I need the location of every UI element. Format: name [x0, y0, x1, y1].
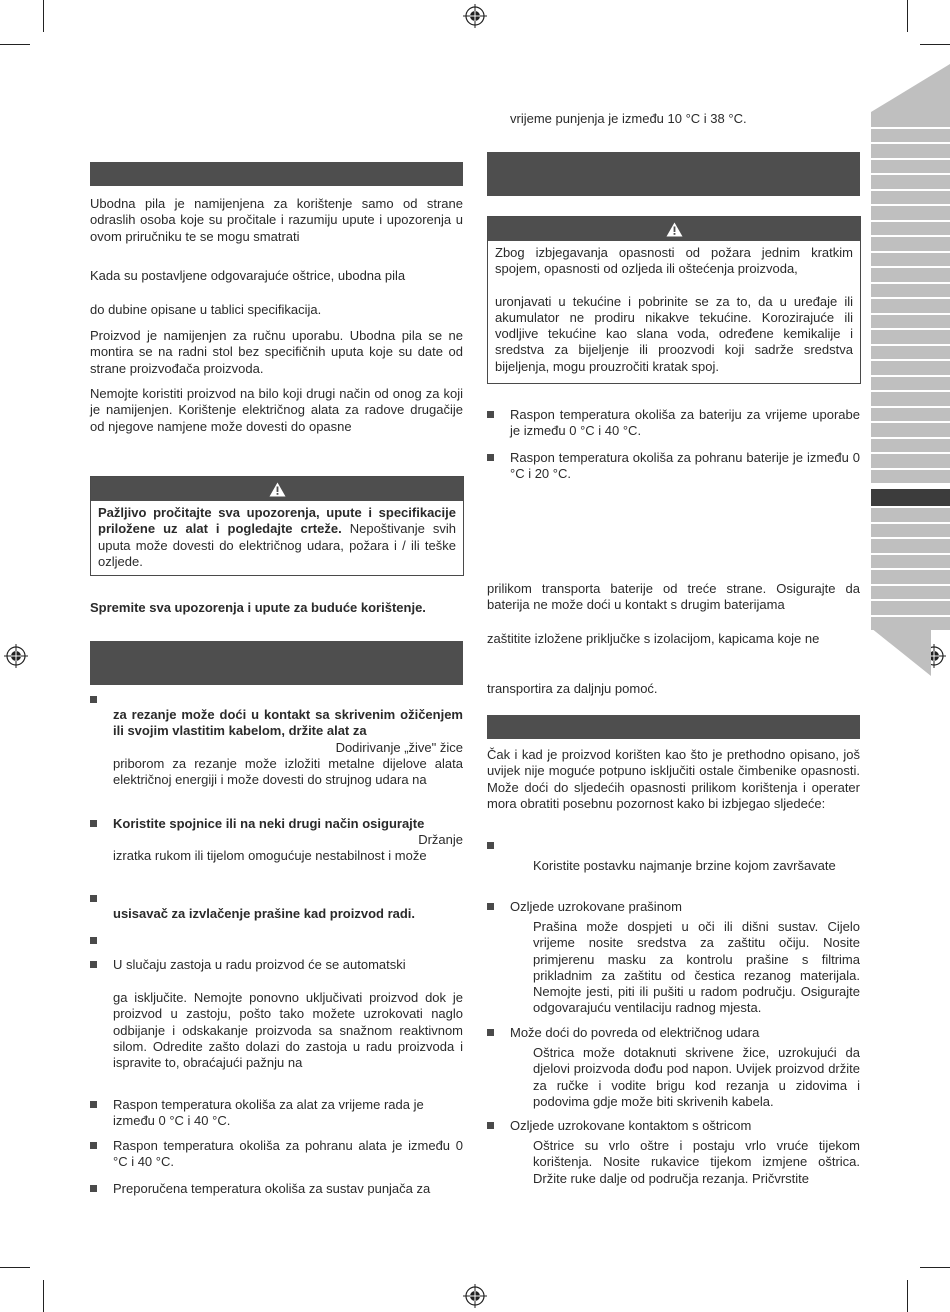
language-tab[interactable]: [871, 299, 950, 315]
warning-text: Nepoštivanje svih uputa može dovesti do električnog udara, požara i / ili teške ozljede.: [98, 521, 456, 569]
misuse-paragraph: Nemojte koristiti proizvod na bilo koji drugi način od onog za koji je namijenjen. Korištenje električnog alata za radove drugačije od njegove namjene može dovesti do opasne: [90, 386, 463, 434]
bullet-icon: [90, 696, 97, 703]
battery-warning-text-1: Zbog izbjegavanja opasnosti od požara jednim kratkim spojem, opasnosti od ozljeda ili oštećenja proizvoda,: [495, 245, 853, 277]
language-tab[interactable]: [871, 346, 950, 362]
language-tab[interactable]: [871, 524, 950, 540]
crop-mark: [43, 0, 44, 32]
bullet-icon: [487, 1029, 494, 1036]
transport-paragraph-2: zaštitite izložene priključke s izolacijom, kapicama koje ne: [487, 631, 820, 646]
battery-warning-box: [487, 216, 861, 384]
depth-paragraph: do dubine opisane u tablici specifikacija.: [90, 302, 322, 317]
language-tab[interactable]: [871, 586, 950, 602]
bullet-icon: [90, 820, 97, 827]
tab-strip-bottom-triangle: [871, 628, 931, 676]
warning-box-body: [91, 501, 463, 574]
temperature-bullet-3: Preporučena temperatura okoliša za sustav punjača za: [113, 1181, 431, 1196]
language-tab[interactable]: [871, 268, 950, 284]
bullet-icon: [487, 842, 494, 849]
safety-bullet-5-first: U slučaju zastoja u radu proizvod će se automatski: [113, 957, 406, 972]
safety-bullet-2-bold: Koristite spojnice ili na neki drugi način osigurajte: [113, 816, 425, 831]
risk-3-text: Oštrica može dotaknuti skrivene žice, uzrokujući da djelovi proizvoda dođu pod napon. Uvijek proizvod držite za ručke i vodite brigu kod rezanja u zidovima i podovima gdje može biti skrivenih kabela.: [533, 1045, 860, 1109]
language-tab[interactable]: [871, 392, 950, 408]
charging-temp-line: vrijeme punjenja je između 10 °C i 38 °C.: [510, 111, 747, 126]
registration-mark-icon: [4, 644, 28, 668]
language-tab[interactable]: [871, 601, 950, 617]
risk-3-title: Može doći do povreda od električnog udara: [510, 1025, 760, 1040]
language-tab[interactable]: [871, 315, 950, 331]
crop-mark: [0, 1267, 30, 1268]
language-tab[interactable]: [871, 539, 950, 555]
risk-2-text: Prašina može dospjeti u oči ili dišni sustav. Cijelo vrijeme nosite sredstva za zaštitu očiju. Nosite primjerenu masku za kontrolu prašine s filtrima prikladnim za zaštitu od čestica rezanog materijala. Nemojte jesti, piti ili pušiti u radom području. Osigurajte odgovarajuću ventilaciju radnog mjesta.: [533, 919, 860, 1016]
warning-triangle-icon: [269, 482, 286, 497]
language-tab[interactable]: [871, 284, 950, 300]
battery-temp-bullet-2: Raspon temperatura okoliša za pohranu baterije je između 0 °C i 20 °C.: [510, 450, 860, 482]
battery-warning-body: [488, 241, 860, 379]
registration-mark-icon: [463, 4, 487, 28]
language-tab[interactable]: [871, 361, 950, 377]
bullet-icon: [90, 1101, 97, 1108]
bullet-icon: [487, 411, 494, 418]
residual-risks-intro: Čak i kad je proizvod korišten kao što je prethodno opisano, još uvijek nije moguće potpuno isključiti ostale čimbenike opasnosti. Može doći do sljedećih opasnosti prilikom korištenja i operater mora obratiti posebnu pozornost kako bi izbjegao sljedeće:: [487, 747, 860, 811]
tab-strip-top-triangle: [871, 64, 950, 113]
language-tab[interactable]: [871, 237, 950, 253]
intended-use-paragraph: Ubodna pila je namijenjena za korištenje samo od strane odraslih osoba koje su pročitale i razumiju upute i upozorenja u ovom priručniku te se mogu smatrati: [90, 196, 463, 244]
safety-bullet-5-text: ga isključite. Nemojte ponovno uključivati proizvod dok je proizvod u zastoju, pošto tako možete uzrokovati naglo odbijanje i odskakanje proizvoda sa snažnom reaktivnom silom. Odredite zašto dolazi do zastoja u radu proizvoda i ispravite to, obraćajući pažnju na: [113, 990, 463, 1071]
bullet-icon: [90, 1185, 97, 1192]
bullet-icon: [487, 454, 494, 461]
battery-temp-bullet-1: Raspon temperatura okoliša za bateriju za vrijeme uporabe je između 0 °C i 40 °C.: [510, 407, 860, 439]
language-tab[interactable]: [871, 160, 950, 176]
transport-paragraph-3: transportira za daljnju pomoć.: [487, 681, 658, 696]
language-tab[interactable]: [871, 330, 950, 346]
section-header-bar: [90, 162, 463, 186]
warning-box-header: [91, 477, 463, 501]
language-tab[interactable]: [871, 555, 950, 571]
language-tab-active[interactable]: [871, 489, 950, 508]
language-tab[interactable]: [871, 377, 950, 393]
bullet-icon: [90, 937, 97, 944]
bullet-icon: [90, 961, 97, 968]
crop-mark: [920, 1267, 950, 1268]
crop-mark: [43, 1280, 44, 1312]
crop-mark: [0, 44, 30, 45]
crop-mark: [920, 44, 950, 45]
section-header-bar: [487, 152, 860, 196]
language-tab[interactable]: [871, 454, 950, 470]
crop-mark: [907, 0, 908, 32]
bullet-icon: [487, 1122, 494, 1129]
safety-bullet-1-right: Dodirivanje „živе" žice: [335, 740, 463, 755]
battery-warning-header: [488, 217, 860, 241]
safety-bullet-2-text: izratka rukom ili tijelom omogućuje nestabilnost i može: [113, 848, 427, 863]
language-tab[interactable]: [871, 191, 950, 207]
language-tab[interactable]: [871, 144, 950, 160]
language-tab[interactable]: [871, 508, 950, 524]
transport-paragraph-1: prilikom transporta baterije od treće strane. Osigurajte da baterija ne može doći u kontakt s drugim baterijama: [487, 581, 860, 613]
bullet-icon: [90, 1142, 97, 1149]
safety-bullet-1-bold: za rezanje može doći u kontakt sa skrivenim ožičenjem ili svojim vlastitim kabelom, držite alat za: [113, 707, 463, 739]
risk-2-title: Ozljede uzrokovane prašinom: [510, 899, 682, 914]
bullet-icon: [90, 895, 97, 902]
risk-4-text: Oštrice su vrlo oštre i postaju vrlo vruće tijekom korištenja. Nosite rukavice tijekom izmjene oštrica. Držite ruke dalje od područja rezanja. Pričvrstite: [533, 1138, 860, 1186]
language-tab[interactable]: [871, 206, 950, 222]
warning-box: [90, 476, 464, 576]
safety-bullet-2-right: Držanje: [418, 832, 463, 847]
language-tab[interactable]: [871, 423, 950, 439]
language-tab[interactable]: [871, 570, 950, 586]
language-tab[interactable]: [871, 113, 950, 129]
language-tab[interactable]: [871, 222, 950, 238]
manual-use-paragraph: Proizvod je namijenjen za ručnu uporabu. Ubodna pila se ne montira se na radni stol bez specifičnih uputa koje su date od strane proizvođača proizvoda.: [90, 328, 463, 376]
blades-paragraph: Kada su postavljene odgovarajuće oštrice, ubodna pila: [90, 268, 406, 283]
language-tab[interactable]: [871, 470, 950, 486]
battery-warning-text-2: uronjavati u tekućine i pobrinite se za to, da u uređaje ili akumulator ne prodiru nikakve tekućine. Korozirajuće ili vodljive tekućine kao slana voda, određene kemikalije i sredstva za bijeljenje ili proozvodi koji sadrže sredstva bijeljenja, mogu prouzročiti kratak spoj.: [495, 293, 853, 374]
temperature-bullet-1: Raspon temperatura okoliša za alat za vrijeme rada je između 0 °C i 40 °C.: [113, 1097, 424, 1129]
warning-triangle-icon: [666, 222, 683, 237]
crop-mark: [907, 1280, 908, 1312]
language-tab[interactable]: [871, 439, 950, 455]
language-tab[interactable]: [871, 408, 950, 424]
safety-bullet-3-bold: usisavač za izvlačenje prašine kad proizvod radi.: [113, 906, 416, 921]
language-tab[interactable]: [871, 175, 950, 191]
bullet-icon: [487, 903, 494, 910]
risk-1-text: Koristite postavku najmanje brzine kojom završavate: [533, 858, 836, 873]
language-tab[interactable]: [871, 253, 950, 269]
registration-mark-icon: [463, 1284, 487, 1308]
temperature-bullet-2: Raspon temperatura okoliša za pohranu alata je između 0 °C i 40 °C.: [113, 1138, 463, 1170]
risk-4-title: Ozljede uzrokovane kontaktom s oštricom: [510, 1118, 752, 1133]
language-tab[interactable]: [871, 129, 950, 145]
safety-bullet-1-text: priborom za rezanje može izložiti metalne dijelove alata električnoj energiji i može dovesti do strujnog udara na: [113, 756, 463, 788]
section-header-bar: [90, 641, 463, 685]
section-header-bar: [487, 715, 860, 739]
save-instructions-note: Spremite sva upozorenja i upute za buduće korištenje.: [90, 600, 426, 615]
warning-bold-text: Pažljivo pročitajte sva upozorenja, upute i specifikacije priložene uz alat i pogledajte crteže.: [98, 505, 456, 537]
